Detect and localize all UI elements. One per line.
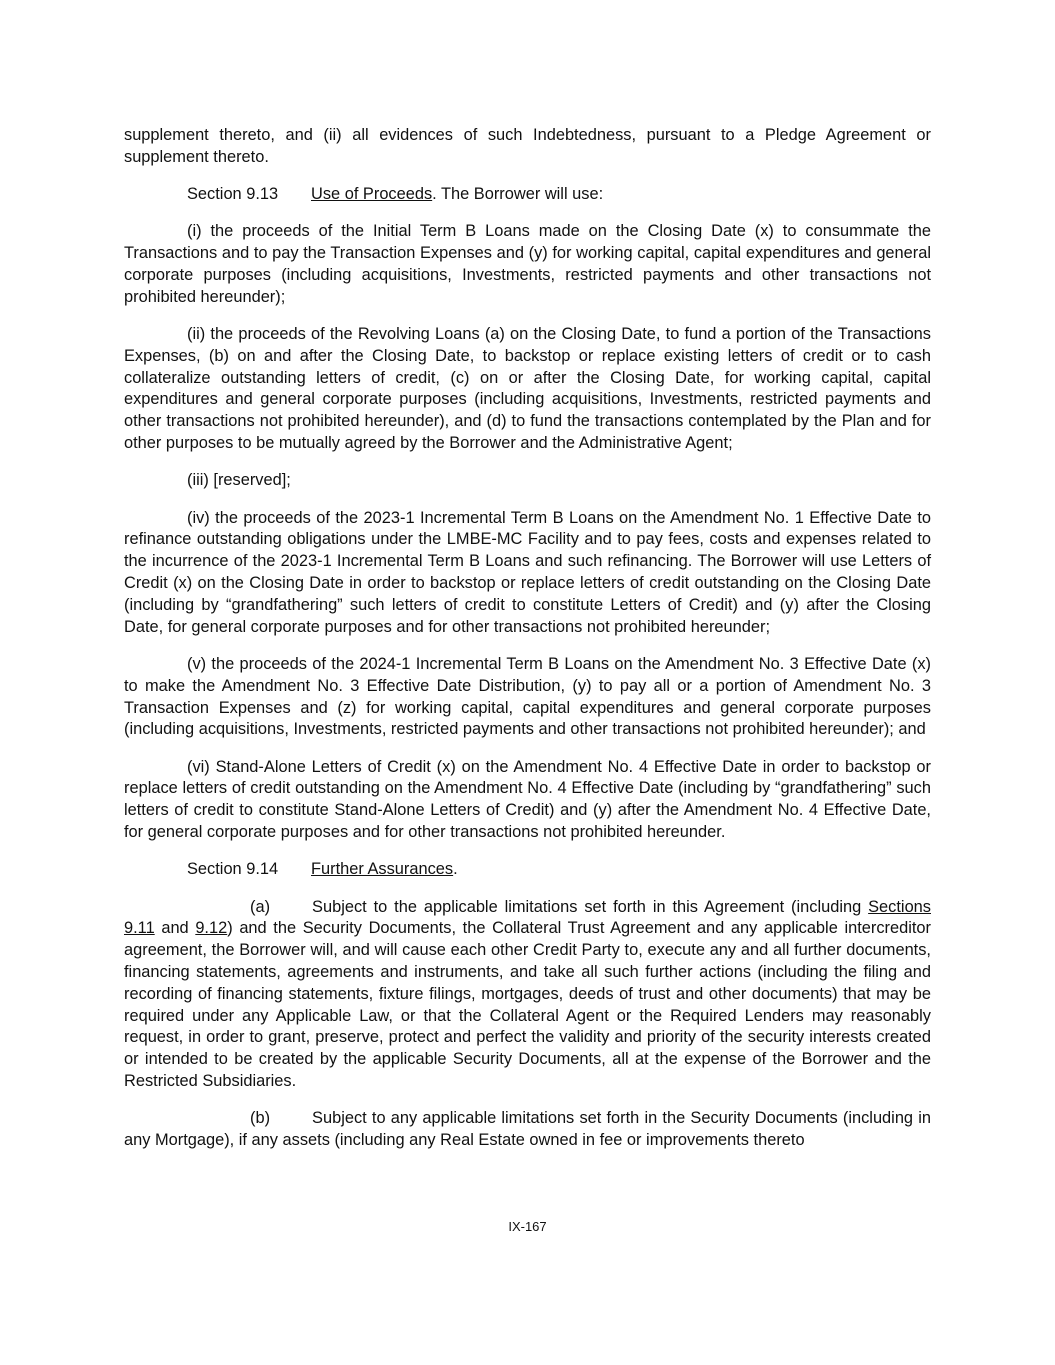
clause-ii: (ii) the proceeds of the Revolving Loans (a) on the Closing Date, to fund a portion of the Transactions Expenses, (b) on and after the Closing Date, to backstop or replace existing letters of credit or to cash collateralize outstanding letters of credit, (c) on or after the Closing Date, for working capital, capital expenditures and general corporate purposes (including acquisitions, Investments, restricted payments and other transactions not prohibited hereunder), and (d) to fund the transactions contemplated by the Plan and for other purposes to be mutually agreed by the Borrower and the Administrative Agent;	[124, 325, 931, 453]
cross-reference: 9.12	[195, 919, 228, 938]
cross-reference: Sections 9.11	[124, 897, 931, 938]
section-title: Further Assurances	[311, 860, 454, 879]
clause-iv: (iv) the proceeds of the 2023-1 Incremental Term B Loans on the Amendment No. 1 Effective Date to refinance outstanding obligations under the LMBE-MC Facility and to pay fees, costs and expenses related to the incurrence of the 2023-1 Incremental Term B Loans and such refinancing. The Borrower will use Letters of Credit (x) on the Closing Date in order to backstop or replace letters of credit outstanding on the Closing Date (including by “grandfathering” such letters of credit to constitute Letters of Credit) and (y) after the Closing Date, for general corporate purposes and for other transactions not prohibited hereunder;	[124, 508, 931, 636]
section-number: Section 9.14	[187, 860, 279, 879]
subsection-label: (a)	[250, 897, 271, 916]
paragraph-continuation: supplement thereto, and (ii) all evidences of such Indebtedness, pursuant to a Pledge Agreement or supplement thereto.	[124, 126, 931, 166]
section-heading-rest: . The Borrower will use:	[432, 185, 604, 204]
subsection-text: ) and the Security Documents, the Collateral Trust Agreement and any applicable intercreditor agreement, the Borrower will, and will cause each other Credit Party to, execute any and all further documents, financing statements, agreements and instruments, and take all such further actions (including the filing and recording of financing statements, fixture filings, mortgages, deeds of trust and other documents) that may be required under any Applicable Law, or that the Collateral Agent or the Required Lenders may reasonably request, in order to grant, preserve, protect and perfect the validity and priority of the security interests created or intended to be created by the applicable Security Documents, all at the expense of the Borrower and the Restricted Subsidiaries.	[124, 919, 931, 1090]
subsection-text: Subject to the applicable limitations set forth in this Agreement (including	[312, 897, 869, 916]
subsection-a	[124, 897, 931, 1093]
page-number: IX-167	[508, 1219, 547, 1234]
clause-vi: (vi) Stand-Alone Letters of Credit (x) on the Amendment No. 4 Effective Date in order to backstop or replace letters of credit outstanding on the Amendment No. 4 Effective Date (including by “grandfathering” such letters of credit to constitute Stand-Alone Letters of Credit) and (y) after the Amendment No. 4 Effective Date, for general corporate purposes and for other transactions not prohibited hereunder.	[124, 757, 931, 842]
clause-v: (v) the proceeds of the 2024-1 Incremental Term B Loans on the Amendment No. 3 Effective Date (x) to make the Amendment No. 3 Effective Date Distribution, (y) to pay all or a portion of Amendment No. 3 Transaction Expenses and (z) for working capital, capital expenditures and general corporate purposes (including acquisitions, Investments, restricted payments and other transactions not prohibited hereunder); and	[124, 654, 931, 739]
document-page	[124, 125, 931, 1152]
subsection-label: (b)	[250, 1109, 271, 1128]
clause-iii: (iii) [reserved];	[187, 471, 291, 490]
section-9-14-heading	[187, 859, 931, 881]
subsection-b	[124, 1108, 931, 1152]
section-number: Section 9.13	[187, 185, 279, 204]
section-heading-rest: .	[453, 860, 458, 879]
clause-i: (i) the proceeds of the Initial Term B Loans made on the Closing Date (x) to consummate the Transactions and to pay the Transaction Expenses and (y) for working capital, capital expenditures and general corporate purposes (including acquisitions, Investments, restricted payments and other transactions not prohibited hereunder);	[124, 222, 931, 306]
section-9-13-heading	[187, 184, 931, 206]
section-title: Use of Proceeds	[311, 185, 433, 204]
subsection-text: and	[154, 919, 196, 938]
subsection-text: Subject to any applicable limitations set forth in the Security Documents (including in any Mortgage), if any assets (including any Real Estate owned in fee or improvements thereto	[124, 1109, 931, 1150]
